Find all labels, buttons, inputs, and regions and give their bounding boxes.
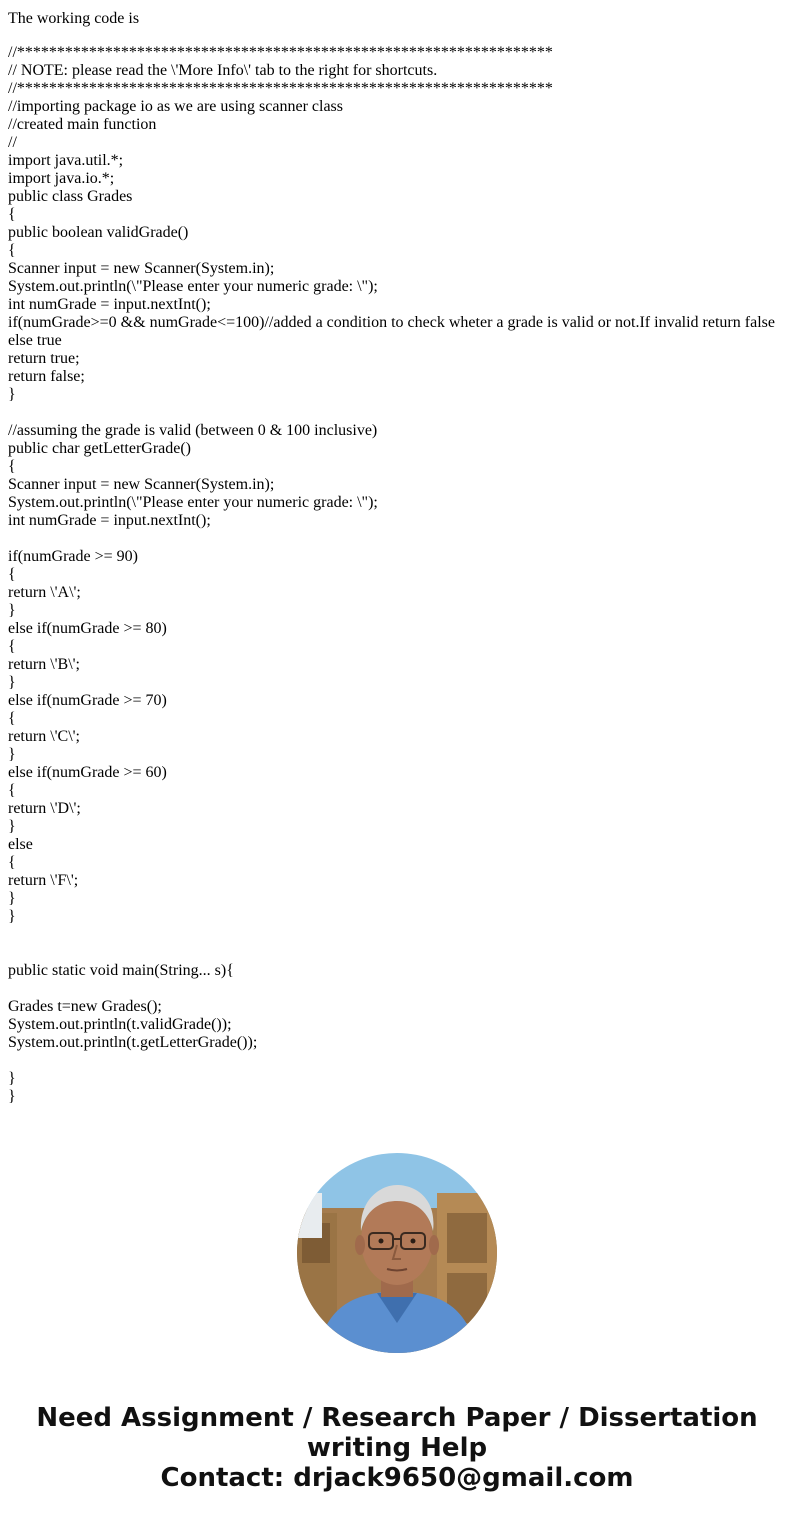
contact-line-2: writing Help (306, 1433, 488, 1463)
code-line: Grades t=new Grades(); (8, 998, 162, 1015)
code-line: //created main function (8, 116, 157, 133)
code-line: } (8, 1088, 16, 1105)
code-line: return \'B\'; (8, 656, 80, 673)
code-line: public class Grades (8, 188, 133, 205)
code-block (8, 44, 788, 1106)
code-line: { (8, 854, 16, 871)
code-line: { (8, 242, 16, 259)
code-line: if(numGrade>=0 && numGrade<=100)//added a condition to check wheter a grade is valid or not.If invalid return false else true (8, 314, 779, 349)
code-line: } (8, 386, 16, 403)
code-line (8, 944, 788, 962)
code-line: System.out.println(\"Please enter your numeric grade: \"); (8, 278, 378, 295)
code-line: else if(numGrade >= 70) (8, 692, 167, 709)
code-line: Scanner input = new Scanner(System.in); (8, 260, 275, 277)
code-line: //******************************************************************* (8, 80, 553, 97)
code-line: { (8, 458, 16, 475)
code-line: //******************************************************************* (8, 44, 553, 61)
code-line: } (8, 674, 16, 691)
code-line: } (8, 602, 16, 619)
code-line: } (8, 746, 16, 763)
contact-banner (0, 1403, 794, 1493)
intro-text: The working code is (8, 10, 140, 27)
code-line: else if(numGrade >= 60) (8, 764, 167, 781)
code-line: { (8, 206, 16, 223)
code-line: if(numGrade >= 90) (8, 548, 139, 565)
code-line: System.out.println(t.getLetterGrade()); (8, 1034, 258, 1051)
code-line: { (8, 566, 16, 583)
code-line: int numGrade = input.nextInt(); (8, 512, 211, 529)
code-line: } (8, 1070, 16, 1087)
code-line: } (8, 818, 16, 835)
code-line: //importing package io as we are using scanner class (8, 98, 343, 115)
author-avatar (297, 1153, 497, 1353)
contact-email[interactable]: Contact: drjack9650@gmail.com (160, 1463, 634, 1493)
code-line (8, 980, 788, 998)
code-line: public static void main(String... s){ (8, 962, 234, 979)
code-line: import java.io.*; (8, 170, 115, 187)
code-line: int numGrade = input.nextInt(); (8, 296, 211, 313)
code-line: // (8, 134, 17, 151)
code-line: { (8, 782, 16, 799)
code-line: public boolean validGrade() (8, 224, 189, 241)
code-line: return \'A\'; (8, 584, 81, 601)
code-line: return false; (8, 368, 85, 385)
code-line (8, 530, 788, 548)
code-line: return \'C\'; (8, 728, 80, 745)
code-line: { (8, 638, 16, 655)
code-line: System.out.println(t.validGrade()); (8, 1016, 232, 1033)
code-line: System.out.println(\"Please enter your numeric grade: \"); (8, 494, 378, 511)
code-line: // NOTE: please read the \'More Info\' tab to the right for shortcuts. (8, 62, 438, 79)
code-line: } (8, 908, 16, 925)
code-line: public char getLetterGrade() (8, 440, 192, 457)
code-line (8, 404, 788, 422)
code-line: Scanner input = new Scanner(System.in); (8, 476, 275, 493)
code-line (8, 926, 788, 944)
code-line: return \'F\'; (8, 872, 79, 889)
code-line: import java.util.*; (8, 152, 124, 169)
code-line: } (8, 890, 16, 907)
code-line: else (8, 836, 33, 853)
code-line: return \'D\'; (8, 800, 81, 817)
code-line: else if(numGrade >= 80) (8, 620, 167, 637)
code-line: return true; (8, 350, 80, 367)
contact-line-1: Need Assignment / Research Paper / Dissertation (36, 1403, 758, 1433)
code-line: { (8, 710, 16, 727)
code-line (8, 1052, 788, 1070)
code-line: //assuming the grade is valid (between 0 & 100 inclusive) (8, 422, 378, 439)
